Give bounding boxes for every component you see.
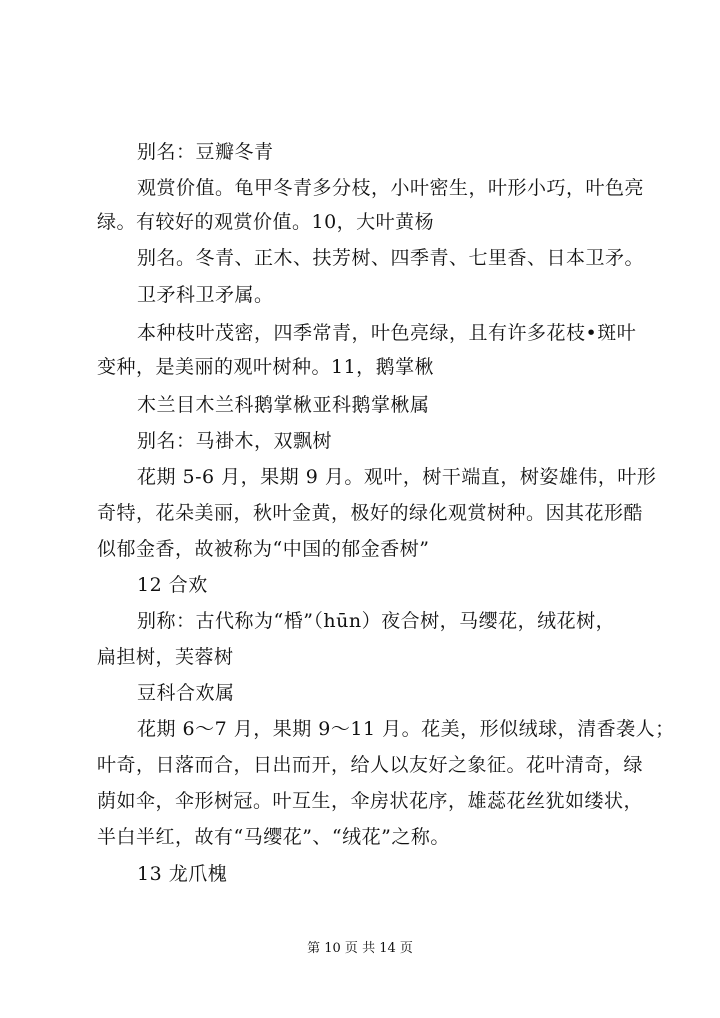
text-line: 别称：古代称为“棔”（hūn）夜合树，马缨花，绒花树， (137, 610, 616, 632)
text-line: 似郁金香，故被称为“中国的郁金香树” (97, 538, 430, 560)
text-line: 别名：马褂木，双飘树 (137, 430, 333, 452)
text-line: 本种枝叶茂密，四季常青，叶色亮绿，且有许多花枝•斑叶 (137, 322, 637, 344)
text-line: 别名：豆瓣冬青 (137, 141, 274, 163)
text-line: 别名。冬青、正木、扶芳树、四季青、七里香、日本卫矛。 (137, 247, 645, 269)
text-line: 卫矛科卫矛属。 (137, 284, 274, 306)
text-line: 绿。有较好的观赏价值。10，大叶黄杨 (97, 211, 435, 233)
text-line: 半白半红，故有“马缨花”、“绒花”之称。 (97, 826, 450, 848)
text-line: 奇特，花朵美丽，秋叶金黄，极好的绿化观赏树种。因其花形酷 (97, 502, 644, 524)
page-number-footer: 第 10 页 共 14 页 (307, 941, 413, 956)
text-line: 花期 5-6 月，果期 9 月。观叶，树干端直，树姿雄伟，叶形 (137, 466, 657, 488)
text-line: 花期 6～7 月，果期 9～11 月。花美，形似绒球，清香袭人； (137, 718, 675, 740)
text-line: 豆科合欢属 (137, 682, 235, 704)
text-line: 木兰目木兰科鹅掌楸亚科鹅掌楸属 (137, 394, 430, 416)
text-line: 观赏价值。龟甲冬青多分枝，小叶密生，叶形小巧，叶色亮 (137, 177, 645, 199)
text-line: 荫如伞，伞形树冠。叶互生，伞房状花序，雄蕊花丝犹如缕状， (97, 790, 644, 812)
text-line: 12 合欢 (137, 574, 208, 596)
text-line: 13 龙爪槐 (137, 863, 228, 885)
text-line: 变种，是美丽的观叶树种。11，鹅掌楸 (97, 356, 435, 378)
text-line: 扁担树，芙蓉树 (97, 646, 234, 668)
text-line: 叶奇，日落而合，日出而开，给人以友好之象征。花叶清奇，绿 (97, 754, 644, 776)
